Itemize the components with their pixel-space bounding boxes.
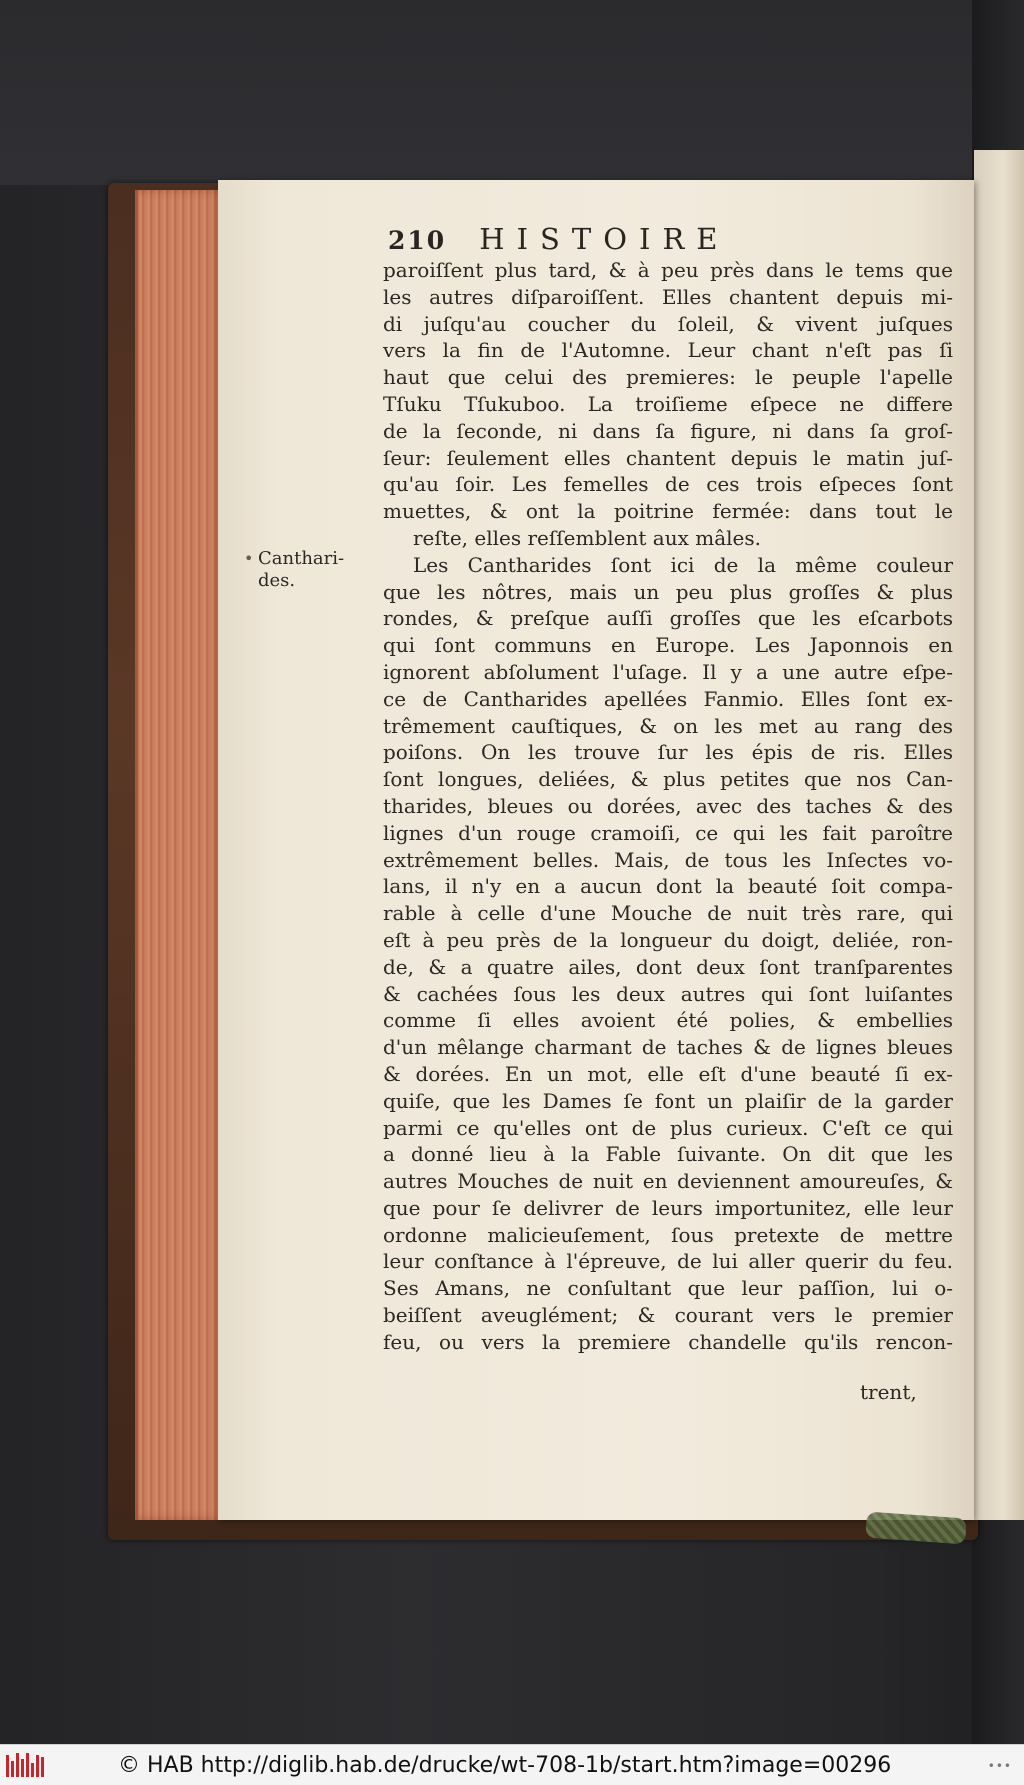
text-line: les autres diſparoiſſent. Elles chantent depuis mi-: [383, 284, 953, 309]
text-line: a donné lieu à la Fable ſuivante. On dit que les: [383, 1142, 953, 1167]
text-line: haut que celui des premieres: le peuple l'apelle: [383, 365, 953, 390]
margin-note-line: Canthari-: [258, 548, 345, 569]
footer-url[interactable]: © HAB http://diglib.hab.de/drucke/wt-708-1b/start.htm?image=00296: [118, 1753, 892, 1778]
text-line: rondes, & preſque auſſi groſſes que les eſcarbots: [383, 606, 953, 631]
text-line: tharides, bleues ou dorées, avec des taches & des: [383, 793, 953, 818]
text-line: rable à celle d'une Mouche de nuit très rare, qui: [383, 901, 953, 926]
text-line: reſte, elles reſſemblent aux mâles.: [413, 525, 761, 550]
text-line: de la ſeconde, ni dans ſa figure, ni dans ſa groſ-: [383, 418, 953, 443]
text-line: extrêmement belles. Mais, de tous les Inſectes vo-: [383, 847, 953, 872]
hab-logo-icon[interactable]: [6, 1753, 46, 1777]
next-page-sliver: [974, 150, 1024, 1520]
text-line: ſeur: ſeulement elles chantent depuis le matin juſ-: [383, 445, 953, 470]
margin-note-line: des.: [258, 570, 296, 591]
text-line: ce de Cantharides apellées Fanmio. Elles ſont ex-: [383, 686, 953, 711]
margin-note: [244, 548, 345, 592]
text-line: muettes, & ont la poitrine fermée: dans tout le: [383, 499, 953, 524]
catchword: trent,: [860, 1380, 917, 1404]
text-line: eſt à peu près de la longueur du doigt, deliée, ron-: [383, 927, 953, 952]
text-line: lignes d'un rouge cramoiſi, ce qui les fait paroître: [383, 820, 953, 845]
text-line: parmi ce qu'elles ont de plus curieux. C'eſt ce qui: [383, 1115, 953, 1140]
text-line: que les nôtres, mais un peu plus groſſes & plus: [383, 579, 953, 604]
text-line: leur conſtance à l'épreuve, de lui aller querir du feu.: [383, 1249, 953, 1274]
margin-bullet: •: [244, 549, 254, 568]
text-line: d'un mêlange charmant de taches & de lignes bleues: [383, 1035, 953, 1060]
text-line: ignorent abſolument l'uſage. Il y a une autre eſpe-: [383, 659, 953, 684]
text-line: Ses Amans, ne conſultant que leur paſſion, lui o-: [383, 1276, 953, 1301]
text-line: paroiſſent plus tard, & à peu près dans le tems que: [383, 258, 953, 282]
page-number: 210: [388, 226, 447, 255]
text-line: beiſſent aveuglément; & courant vers le premier: [383, 1303, 953, 1328]
text-line: autres Mouches de nuit en deviennent amoureuſes, &: [383, 1169, 953, 1194]
text-line: que pour ſe delivrer de leurs importunitez, elle leur: [383, 1195, 953, 1220]
text-line: vers la fin de l'Automne. Leur chant n'eſt pas ſi: [383, 338, 953, 363]
text-line: ſont longues, deliées, & plus petites que nos Can-: [383, 767, 953, 792]
text-line: & dorées. En un mot, elle eſt d'une beauté ſi ex-: [383, 1061, 953, 1086]
page-edges: [135, 190, 224, 1520]
backdrop: [0, 0, 1024, 185]
footer-bar: [0, 1744, 1024, 1785]
text-line: qui ſont communs en Europe. Les Japonnois en: [383, 633, 953, 658]
body-text: [383, 257, 953, 1356]
text-line: & cachées ſous les deux autres qui ſont luiſantes: [383, 981, 953, 1006]
text-line: qu'au ſoir. Les femelles de ces trois eſpeces ſont: [383, 472, 953, 497]
more-icon[interactable]: •••: [987, 1759, 1012, 1773]
text-line: trêmement cauſtiques, & on les met au rang des: [383, 713, 953, 738]
text-line: feu, ou vers la premiere chandelle qu'ils rencon-: [383, 1329, 953, 1354]
text-line: lans, il n'y en a aucun dont la beauté ſoit compa-: [383, 874, 953, 899]
text-line: Les Cantharides ſont ici de la même couleur: [413, 552, 953, 577]
text-line: Tſuku Tſukuboo. La troiſieme eſpece ne differe: [383, 391, 953, 416]
text-line: poiſons. On les trouve ſur les épis de ris. Elles: [383, 740, 953, 765]
running-title: HISTOIRE: [479, 222, 730, 256]
text-line: di juſqu'au coucher du ſoleil, & vivent juſques: [383, 311, 953, 336]
running-header: [388, 222, 988, 258]
text-line: quiſe, que les Dames ſe font un plaiſir de la garder: [383, 1088, 953, 1113]
text-line: ordonne malicieuſement, ſous pretexte de mettre: [383, 1222, 953, 1247]
text-line: comme ſi elles avoient été polies, & embellies: [383, 1008, 953, 1033]
text-line: de, & a quatre ailes, dont deux ſont tranſparentes: [383, 954, 953, 979]
